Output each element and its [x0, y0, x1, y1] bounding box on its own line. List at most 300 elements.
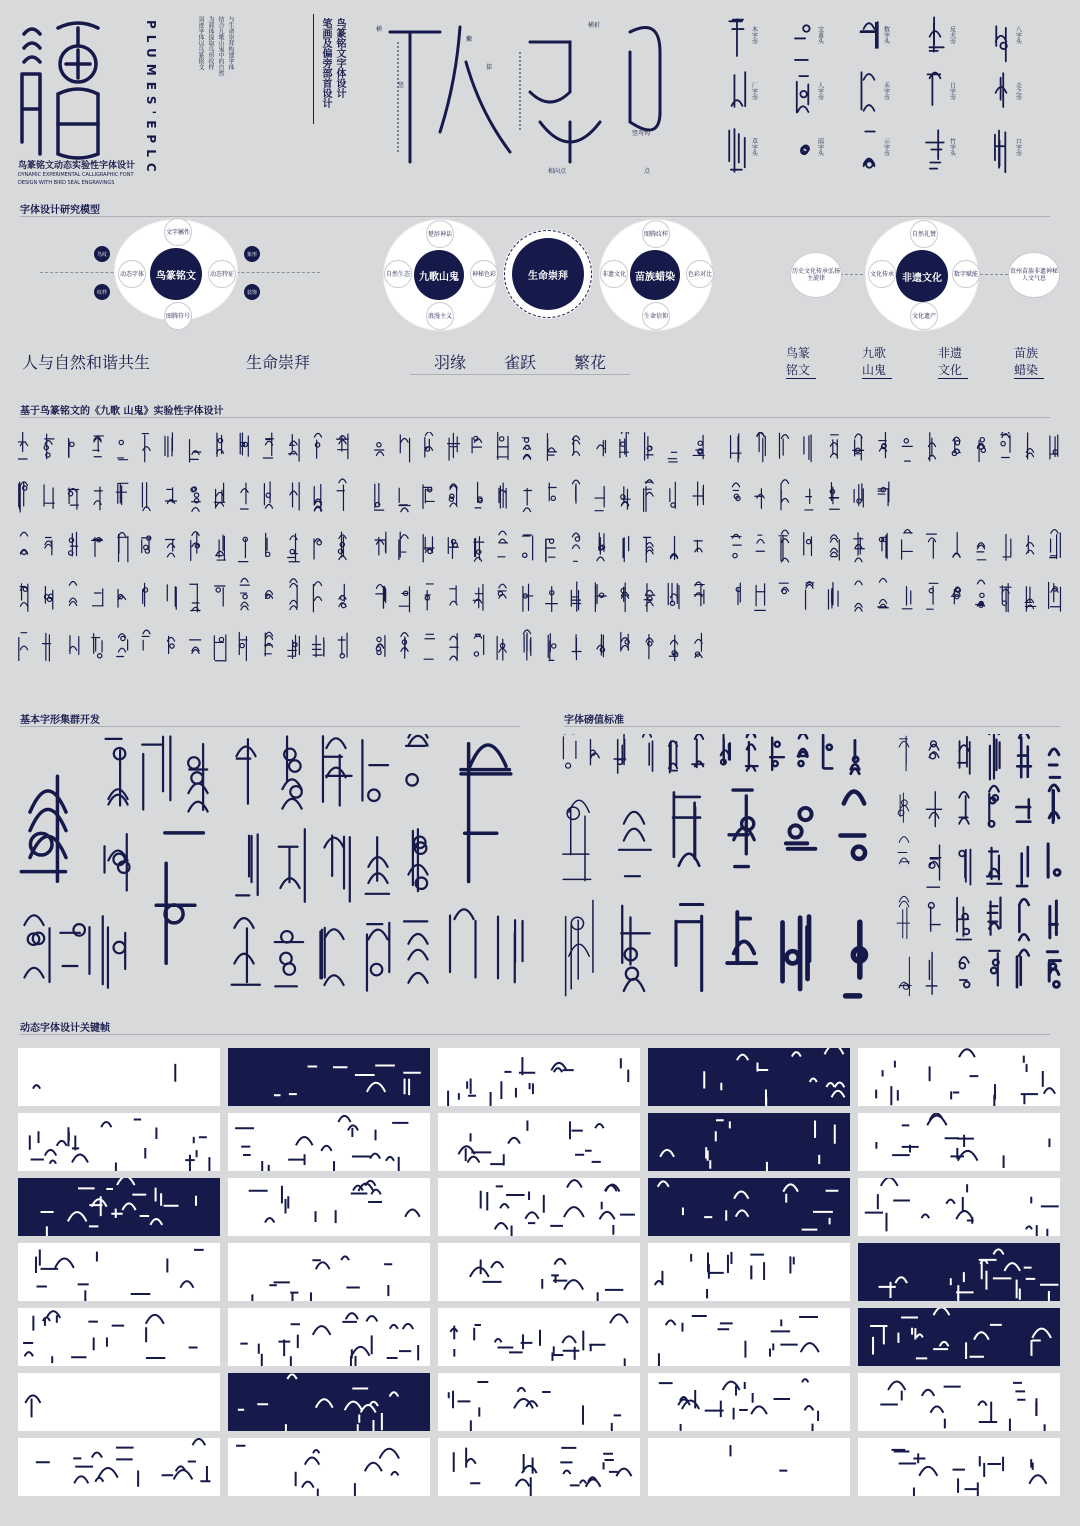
- seal-glyph: [770, 738, 784, 770]
- seal-glyph: [118, 589, 126, 607]
- logo-mark: [18, 14, 138, 164]
- seal-glyph: [694, 540, 702, 552]
- seal-glyph: [118, 440, 128, 459]
- theme-life-worship: 生命崇拜: [246, 353, 311, 372]
- keyframe-pattern-icon: [228, 1048, 430, 1106]
- seal-glyph: [572, 635, 581, 660]
- seal-glyph: [18, 432, 28, 459]
- seal-glyph: [620, 432, 629, 457]
- seal-glyph: [546, 539, 556, 562]
- theme-fanhua: 繁花: [574, 353, 607, 372]
- seal-glyph: [69, 532, 78, 556]
- diagram1-dot-3: 象形: [244, 246, 260, 262]
- diagram5-right-box: 贵州苗族非遗神秘人文气息: [1008, 252, 1060, 298]
- seal-glyph: [928, 433, 935, 461]
- diagram4-node-left: 非遗文化: [600, 260, 628, 288]
- stroke-illustration-icon: [370, 12, 690, 182]
- seal-glyph: [781, 480, 789, 510]
- seal-glyph: [69, 439, 74, 458]
- keyframe-thumbnail: [228, 1178, 430, 1236]
- keyframe-thumbnail: [18, 1048, 220, 1106]
- stroke-label-hengzhe: 横折: [588, 22, 601, 29]
- seal-glyph: [898, 793, 909, 822]
- seal-glyph: [853, 434, 864, 460]
- seal-glyph: [854, 533, 864, 562]
- seal-glyph: [117, 634, 128, 657]
- seal-glyph: [473, 585, 483, 611]
- radical-label: 示字旁: [882, 138, 890, 156]
- seal-glyph: [755, 584, 766, 610]
- seal-glyph: [143, 583, 148, 606]
- seal-glyph: [44, 485, 54, 509]
- seal-glyph: [1026, 433, 1033, 459]
- seal-glyph: [995, 131, 1005, 173]
- font-set-glyphs-icon: [18, 432, 1062, 682]
- seal-glyph: [263, 433, 273, 458]
- seal-glyph: [959, 957, 969, 987]
- seal-glyph: [408, 829, 427, 891]
- keyframe-thumbnail: [858, 1113, 1060, 1171]
- seal-glyph: [24, 915, 49, 982]
- keyframes-grid: [18, 1048, 1062, 1502]
- seal-glyph: [977, 543, 986, 560]
- keyframe-thumbnail: [648, 1243, 850, 1301]
- seal-glyph: [314, 433, 321, 458]
- keyframe-thumbnail: [858, 1308, 1060, 1366]
- seal-glyph: [694, 582, 704, 606]
- diagram5-node-right: 数字赋能: [952, 260, 980, 288]
- seal-glyph: [312, 636, 323, 657]
- seal-glyph: [166, 488, 177, 504]
- seal-glyph: [830, 535, 839, 560]
- seal-glyph: [337, 434, 349, 459]
- keyframe-pattern-icon: [858, 1048, 1060, 1106]
- keyframe-thumbnail: [648, 1113, 850, 1171]
- seal-glyph: [878, 578, 888, 608]
- seal-glyph: [902, 439, 912, 462]
- seal-glyph: [571, 582, 580, 611]
- seal-glyph: [376, 585, 386, 609]
- seal-glyph: [21, 776, 66, 881]
- seal-glyph: [595, 486, 605, 510]
- keyframe-pattern-icon: [858, 1438, 1060, 1496]
- seal-glyph: [926, 130, 944, 168]
- seal-glyph: [1050, 435, 1058, 459]
- seal-glyph: [976, 580, 985, 607]
- logo-english-text: PLUMES'EPLC: [144, 20, 158, 178]
- font-set-grid: [18, 432, 1062, 682]
- keyframe-pattern-icon: [438, 1438, 640, 1496]
- project-title-cn: 鸟篆铭文动态实验性字体设计: [18, 161, 136, 171]
- seal-glyph: [314, 484, 321, 511]
- seal-glyph: [646, 635, 653, 659]
- keyframe-pattern-icon: [648, 1113, 850, 1171]
- seal-glyph: [797, 76, 809, 112]
- seal-glyph: [165, 433, 172, 457]
- stroke-label-shu: 竖: [398, 82, 405, 89]
- seal-glyph: [860, 22, 877, 48]
- seal-glyph: [795, 25, 810, 60]
- seal-glyph: [779, 530, 789, 562]
- seal-glyph: [669, 741, 677, 773]
- seal-glyph: [1017, 734, 1031, 777]
- seal-glyph: [288, 635, 300, 658]
- seal-glyph: [644, 584, 655, 612]
- seal-glyph: [448, 433, 460, 460]
- radical-label: 木字旁: [750, 26, 758, 44]
- seal-glyph: [290, 579, 297, 610]
- seal-glyph: [1001, 432, 1010, 457]
- seal-glyph: [425, 432, 433, 457]
- seal-glyph: [855, 581, 862, 611]
- seal-glyph: [499, 483, 506, 508]
- keyframe-pattern-icon: [648, 1243, 850, 1301]
- keyframe-thumbnail: [438, 1243, 640, 1301]
- intro-text-4: 与生命崇拜构建字体: [227, 16, 234, 70]
- seal-glyph: [475, 482, 482, 508]
- seal-glyph: [927, 583, 938, 609]
- seal-glyph: [899, 957, 911, 996]
- keyframe-pattern-icon: [18, 1373, 220, 1431]
- seal-glyph: [956, 898, 971, 940]
- seal-glyph: [779, 433, 788, 458]
- seal-glyph: [952, 587, 961, 604]
- seal-glyph: [926, 952, 937, 994]
- seal-glyph: [621, 583, 629, 611]
- diagram5-node-bottom: 文化遗产: [910, 302, 938, 330]
- keyframe-pattern-icon: [18, 1308, 220, 1366]
- pillar-3: 非遗文化: [938, 344, 968, 379]
- stroke-label-na: 捺: [486, 64, 493, 71]
- seal-glyph: [167, 585, 176, 609]
- seal-glyph: [338, 532, 346, 559]
- keyframe-pattern-icon: [438, 1048, 640, 1106]
- seal-glyph: [265, 591, 272, 599]
- seal-glyph: [829, 483, 839, 510]
- keyframe-thumbnail: [228, 1373, 430, 1431]
- cluster-glyphs-icon: [18, 734, 538, 1002]
- stroke-label-dian: 点: [644, 168, 651, 175]
- stroke-label-xiangxiangdian: 相向点: [548, 168, 567, 175]
- radical-label: 走之旁: [1014, 82, 1022, 100]
- seal-glyph: [823, 735, 832, 768]
- keyframe-thumbnail: [438, 1438, 640, 1496]
- keyframe-pattern-icon: [438, 1243, 640, 1301]
- seal-glyph: [43, 633, 51, 661]
- keyframe-pattern-icon: [438, 1308, 640, 1366]
- seal-glyph: [188, 744, 207, 811]
- logo-glyph-icon: [18, 14, 138, 164]
- seal-glyph: [1017, 950, 1029, 987]
- seal-glyph: [401, 633, 408, 658]
- seal-glyph: [106, 739, 128, 806]
- stroke-label-shuwangou: 竖弯钩: [632, 130, 651, 137]
- seal-glyph: [846, 922, 866, 996]
- keyframe-thumbnail: [18, 1178, 220, 1236]
- seal-glyph: [619, 812, 651, 876]
- diagram1-hub: 鸟篆铭文: [150, 248, 202, 300]
- stroke-section-subtitle: 鸟篆铭文字体设计: [334, 18, 345, 98]
- seal-glyph: [830, 435, 838, 458]
- seal-glyph: [367, 923, 389, 991]
- seal-glyph: [928, 903, 940, 932]
- keyframe-thumbnail: [648, 1438, 850, 1496]
- seal-glyph: [828, 583, 838, 609]
- seal-glyph: [44, 587, 53, 609]
- seal-glyph: [239, 537, 248, 561]
- keyframe-thumbnail: [438, 1373, 640, 1431]
- seal-glyph: [902, 530, 913, 560]
- radicals-grid: [724, 12, 1064, 182]
- seal-glyph: [142, 434, 150, 462]
- section-title-fontset: 基于鸟篆铭文的《九歌 山鬼》实验性字体设计: [20, 402, 1050, 418]
- project-title-en-2: DESIGN WITH BIRD SEAL ENGRAVINGS: [18, 180, 115, 186]
- seal-glyph: [1047, 952, 1060, 988]
- seal-glyph: [375, 443, 384, 456]
- radicals-glyphs-icon: [724, 12, 1064, 182]
- seal-glyph: [864, 131, 875, 167]
- seal-glyph: [644, 537, 654, 562]
- diagram1-dot-4: 装饰: [244, 284, 260, 300]
- keyframe-pattern-icon: [438, 1373, 640, 1431]
- seal-glyph: [621, 906, 650, 991]
- seal-glyph: [755, 489, 764, 509]
- keyframe-thumbnail: [858, 1438, 1060, 1496]
- seal-glyph: [1003, 534, 1011, 560]
- seal-glyph: [549, 483, 556, 501]
- seal-glyph: [786, 808, 816, 849]
- seal-glyph: [669, 635, 678, 660]
- seal-glyph: [264, 632, 272, 656]
- keyframe-pattern-icon: [648, 1308, 850, 1366]
- keyframe-pattern-icon: [228, 1308, 430, 1366]
- keyframe-thumbnail: [438, 1178, 640, 1236]
- project-title-en-1: DYNAMIC EXPERIMENTAL CALLIGRAPHIC FONT: [18, 172, 134, 178]
- seal-glyph: [313, 582, 321, 612]
- seal-glyph: [474, 634, 483, 656]
- keyframe-thumbnail: [858, 1048, 1060, 1106]
- seal-glyph: [214, 635, 225, 661]
- seal-glyph: [1049, 785, 1059, 822]
- diagram5-node-left: 文化传承: [868, 260, 896, 288]
- seal-glyph: [399, 587, 409, 612]
- keyframe-pattern-icon: [228, 1243, 430, 1301]
- seal-glyph: [959, 850, 970, 885]
- keyframe-thumbnail: [648, 1373, 850, 1431]
- seal-glyph: [142, 536, 151, 553]
- seal-glyph: [290, 483, 299, 510]
- keyframe-thumbnail: [18, 1308, 220, 1366]
- seal-glyph: [461, 744, 511, 882]
- keyframe-pattern-icon: [18, 1178, 220, 1236]
- seal-glyph: [215, 586, 225, 606]
- radical-label: 厂字旁: [750, 82, 758, 100]
- keyframe-pattern-icon: [228, 1438, 430, 1496]
- diagram1-node-bottom: 图腾符号: [164, 302, 192, 330]
- seal-glyph: [240, 483, 248, 509]
- seal-glyph: [498, 531, 507, 557]
- seal-glyph: [804, 435, 811, 462]
- seal-glyph: [288, 534, 300, 562]
- seal-glyph: [375, 532, 386, 555]
- seal-glyph: [989, 951, 999, 986]
- seal-glyph: [1049, 582, 1061, 611]
- seal-glyph: [191, 487, 200, 511]
- seal-glyph: [898, 837, 909, 864]
- keyframe-pattern-icon: [648, 1373, 850, 1431]
- seal-glyph: [376, 636, 385, 657]
- seal-glyph: [400, 435, 409, 462]
- seal-glyph: [498, 584, 506, 598]
- seal-glyph: [806, 582, 814, 610]
- seal-glyph: [996, 73, 1007, 107]
- seal-glyph: [116, 483, 128, 504]
- seal-glyph: [989, 734, 999, 779]
- keyframe-thumbnail: [438, 1048, 640, 1106]
- seal-glyph: [1019, 899, 1029, 940]
- seal-glyph: [240, 433, 248, 456]
- seal-glyph: [996, 26, 1007, 61]
- seal-glyph: [449, 484, 457, 507]
- diagram4-node-bottom: 生命信仰: [642, 302, 670, 330]
- keyframe-thumbnail: [858, 1178, 1060, 1236]
- diagram5-node-top: 自然礼赞: [910, 220, 938, 248]
- seal-glyph: [404, 921, 428, 982]
- seal-glyph: [779, 583, 788, 594]
- seal-glyph: [798, 734, 808, 766]
- keyframe-pattern-icon: [18, 1243, 220, 1301]
- diagram1-dot-2: 纹样: [94, 284, 110, 300]
- keyframe-thumbnail: [18, 1438, 220, 1496]
- seal-glyph: [94, 487, 102, 510]
- seal-glyph: [142, 736, 170, 809]
- section-title-values: 字体磅值标准: [564, 711, 1060, 727]
- seal-glyph: [692, 734, 703, 767]
- seal-glyph: [927, 845, 941, 887]
- keyframe-thumbnail: [228, 1308, 430, 1366]
- seal-glyph: [69, 636, 78, 655]
- diagram5-hub: 非遗文化: [896, 250, 948, 302]
- seal-glyph: [216, 433, 223, 456]
- keyframe-pattern-icon: [648, 1048, 850, 1106]
- seal-glyph: [623, 537, 629, 562]
- keyframe-pattern-icon: [858, 1178, 1060, 1236]
- seal-glyph: [879, 432, 887, 457]
- seal-glyph: [1026, 536, 1033, 554]
- radical-label: 口字旁: [1014, 138, 1022, 156]
- seal-glyph: [547, 434, 556, 461]
- seal-glyph: [190, 640, 201, 654]
- seal-glyph: [668, 583, 679, 608]
- diagram4-node-right: 色彩对比: [686, 260, 714, 288]
- seal-glyph: [105, 834, 130, 890]
- seal-glyph: [424, 634, 434, 659]
- seal-glyph: [450, 586, 457, 605]
- radical-label: 雨字头: [816, 138, 824, 156]
- seal-glyph: [1025, 587, 1036, 611]
- seal-glyph: [92, 589, 103, 606]
- seal-glyph: [474, 537, 484, 562]
- seal-glyph: [264, 482, 272, 508]
- intro-text-3: 结合九歌山鬼中的自然: [217, 16, 224, 76]
- stroke-label-heng: 横: [376, 26, 383, 33]
- seal-glyph: [926, 534, 936, 558]
- seal-glyph: [731, 534, 741, 557]
- theme-harmony: 人与自然和谐共生: [22, 353, 151, 372]
- seal-glyph: [929, 17, 943, 51]
- seal-glyph: [236, 739, 255, 804]
- seal-glyph: [783, 917, 809, 990]
- seal-glyph: [597, 533, 605, 561]
- radical-label: 日字旁: [948, 82, 956, 100]
- diagram2-node-top: 楚辞神话: [426, 220, 454, 248]
- stroke-demo: [370, 12, 690, 182]
- seal-glyph: [472, 436, 482, 452]
- radical-label: 宝盖头: [816, 26, 824, 44]
- seal-glyph: [1049, 749, 1060, 777]
- seal-glyph: [645, 433, 653, 460]
- seal-glyph: [1000, 584, 1011, 612]
- seal-glyph: [929, 741, 939, 759]
- seal-glyph: [399, 488, 410, 512]
- keyframe-pattern-icon: [648, 1438, 850, 1496]
- keyframe-thumbnail: [648, 1308, 850, 1366]
- seal-glyph: [732, 72, 746, 107]
- keyframe-pattern-icon: [438, 1113, 640, 1171]
- seal-glyph: [644, 480, 654, 512]
- seal-glyph: [693, 482, 703, 505]
- seal-glyph: [216, 535, 226, 560]
- seal-glyph: [279, 829, 305, 902]
- seal-glyph: [156, 833, 203, 963]
- seal-glyph: [289, 435, 299, 462]
- seal-glyph: [366, 837, 390, 894]
- pillar-2: 九歌山鬼: [862, 344, 892, 379]
- seal-glyph: [167, 636, 174, 653]
- seal-glyph: [563, 734, 575, 768]
- seal-glyph: [425, 584, 433, 610]
- diagram4-hub: 苗族蜡染: [630, 250, 680, 300]
- pillar-4: 苗族蜡染: [1014, 344, 1044, 379]
- seal-glyph: [523, 630, 530, 660]
- seal-glyph: [668, 452, 677, 462]
- keyframe-thumbnail: [438, 1113, 640, 1171]
- seal-glyph: [572, 480, 579, 503]
- stroke-title-bar: [313, 14, 314, 124]
- keyframe-thumbnail: [228, 1113, 430, 1171]
- seal-glyph: [68, 488, 79, 509]
- keyframe-pattern-icon: [228, 1178, 430, 1236]
- seal-glyph: [693, 435, 704, 458]
- seal-glyph: [240, 578, 249, 609]
- keyframe-thumbnail: [858, 1243, 1060, 1301]
- seal-glyph: [746, 734, 758, 771]
- seal-glyph: [92, 634, 102, 658]
- seal-glyph: [597, 441, 606, 456]
- seal-glyph: [314, 539, 322, 559]
- seal-glyph: [232, 918, 260, 985]
- keyframe-thumbnail: [228, 1438, 430, 1496]
- seal-glyph: [861, 72, 874, 110]
- section-title-keyframes: 动态字体设计关键帧: [20, 1019, 1050, 1035]
- seal-glyph: [142, 483, 150, 511]
- intro-text-1: 羽迹字体以鸟篆铭文: [197, 16, 204, 70]
- keyframe-thumbnail: [438, 1308, 640, 1366]
- diagram5-left-box: 历史文化传承弘扬主旋律: [790, 252, 842, 298]
- diagram3-hub-title: 生命崇拜: [528, 270, 568, 282]
- pillar-1: 鸟篆铭文: [786, 344, 816, 379]
- intro-text-2: 为载体提取鸟形纹样: [207, 16, 214, 70]
